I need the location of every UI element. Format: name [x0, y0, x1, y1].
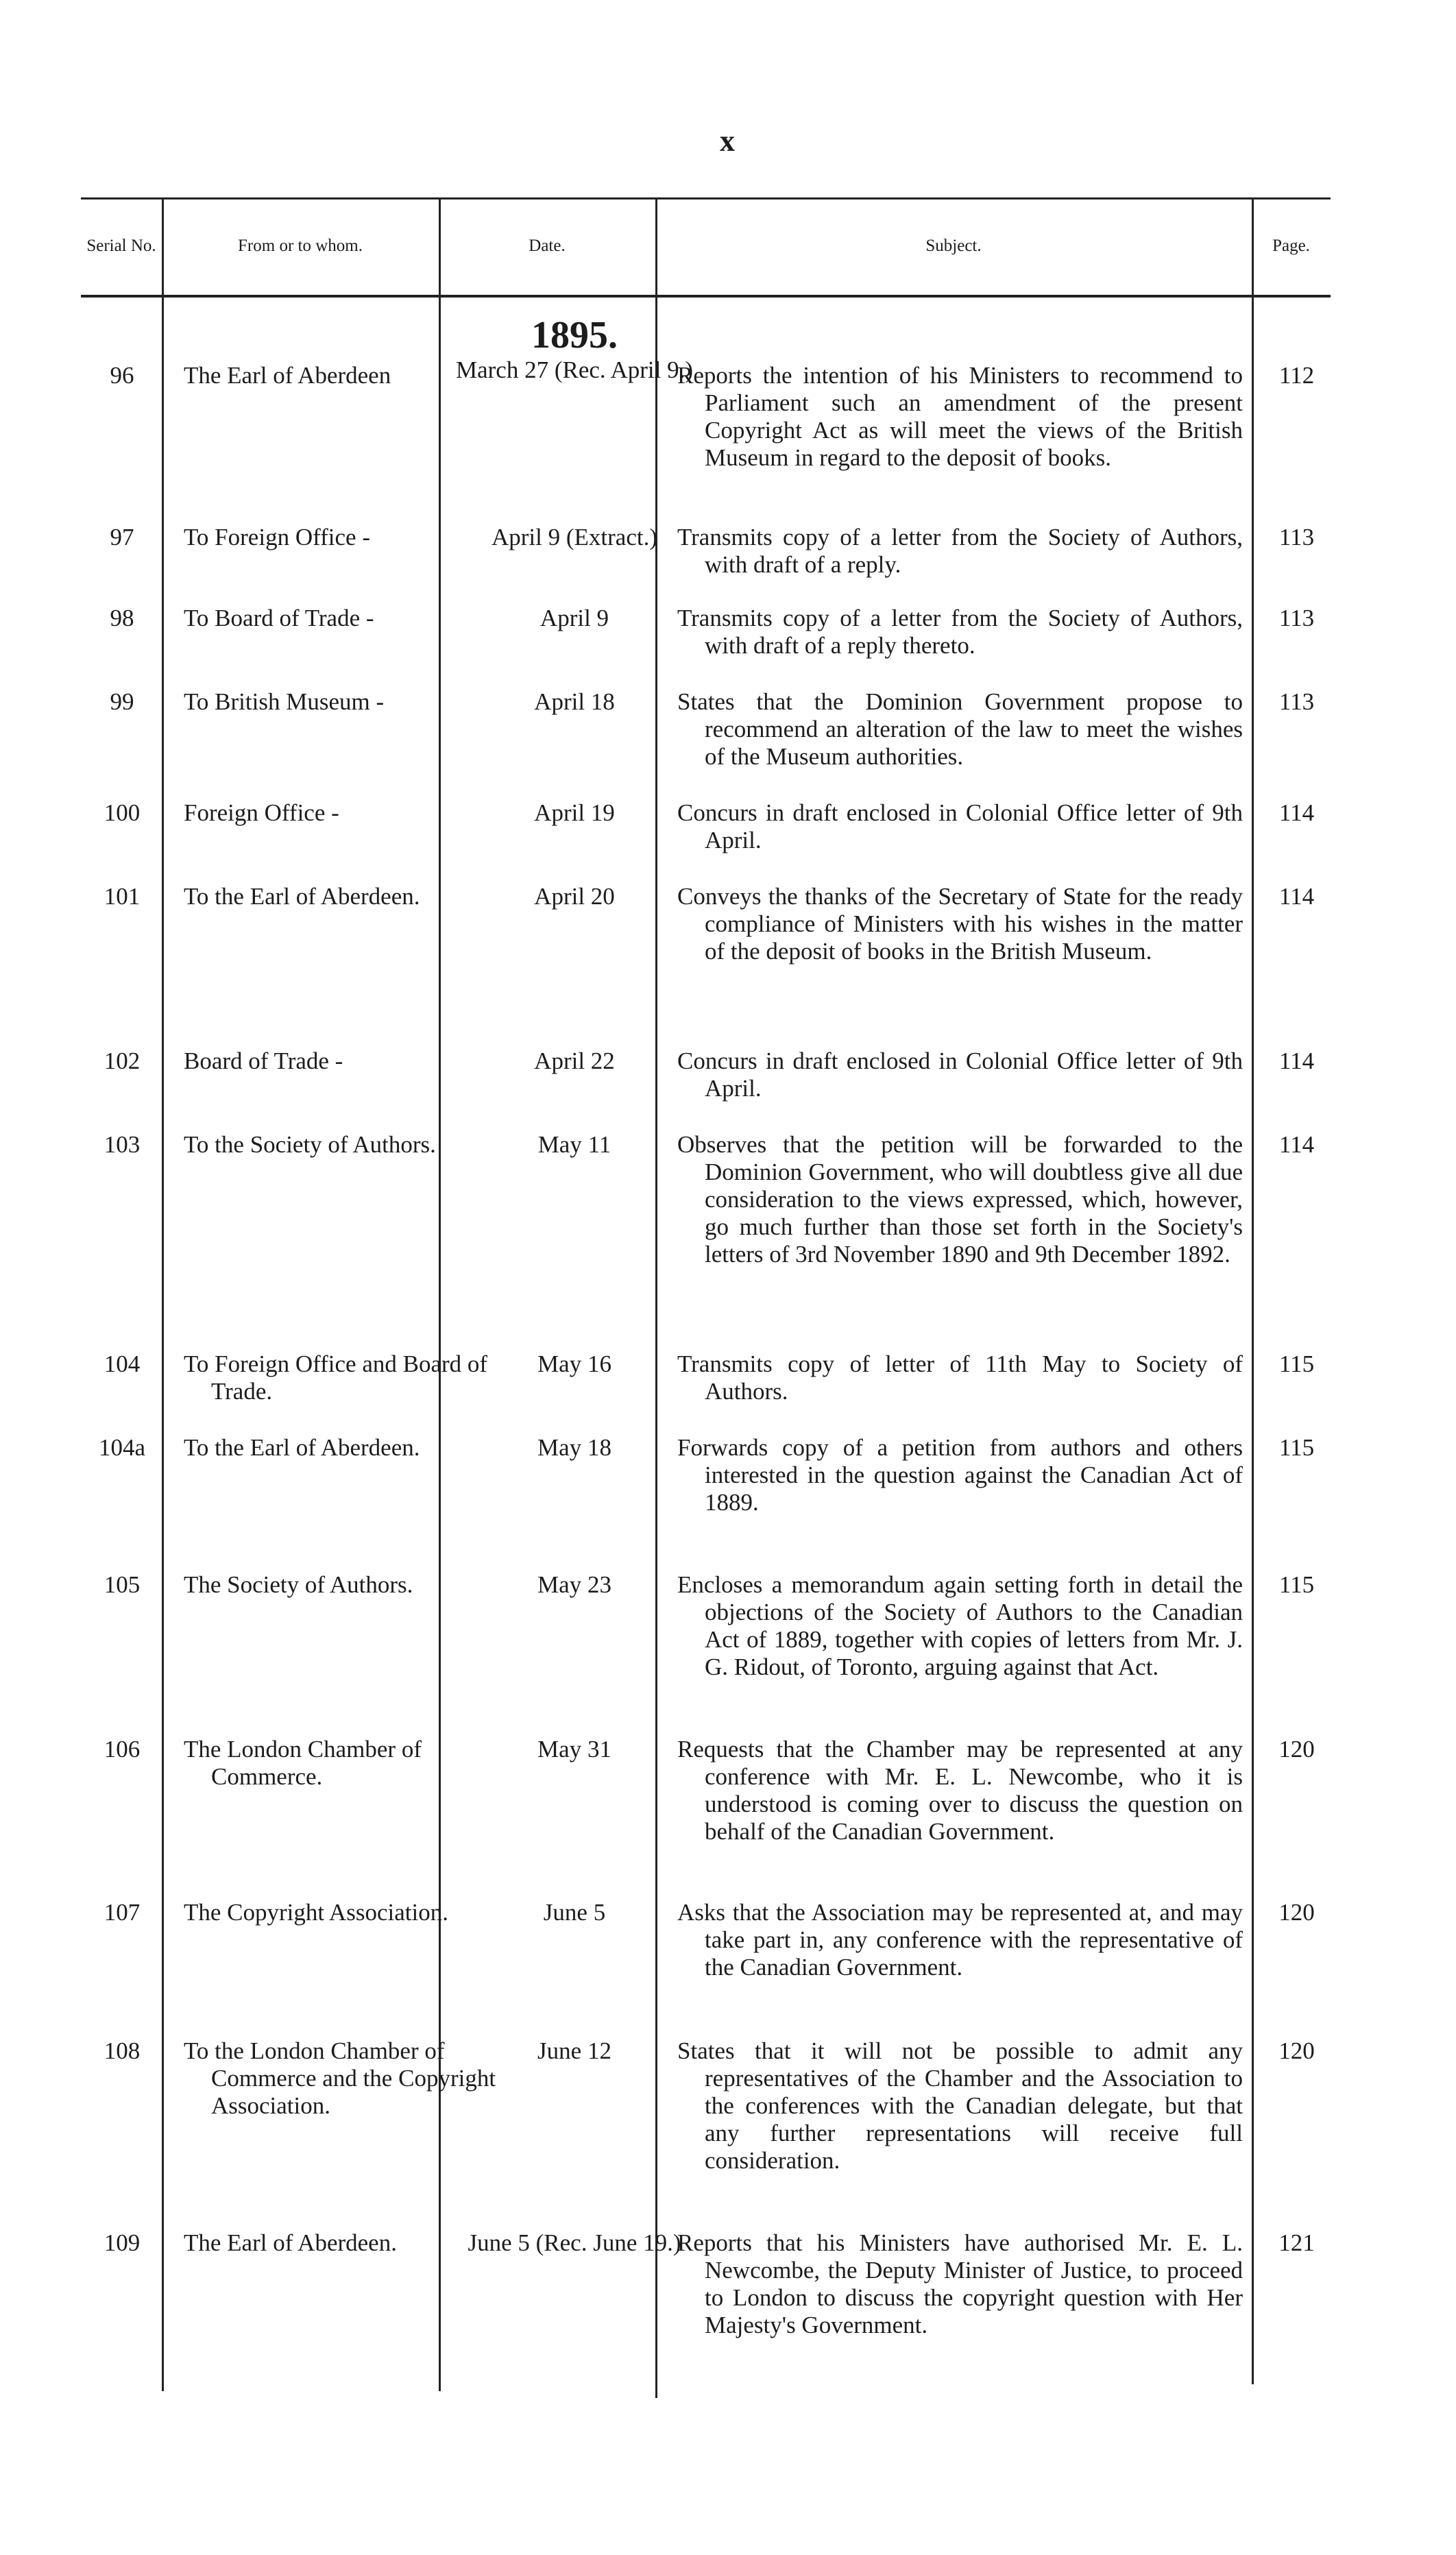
serial-number: 107 [104, 1899, 141, 1926]
correspondence-table [81, 197, 1331, 2398]
serial-number: 100 [104, 799, 141, 826]
date: June 5 [543, 1899, 606, 1926]
from-to-whom: The Society of Authors. [184, 1571, 413, 1598]
date: April 20 [534, 883, 615, 910]
date: April 9 (Extract.) [492, 524, 657, 550]
from-to-whom: To the Society of Authors. [184, 1131, 436, 1158]
serial-number: 96 [110, 362, 134, 389]
subject: Asks that the Association may be represented at, and may take part in, any conference with the representative of the Canadian Government. [677, 1899, 1243, 1981]
subject: States that the Dominion Government propose to recommend an alteration of the law to meet the wishes of the Museum authorities. [677, 688, 1243, 770]
from-to-whom: To Foreign Office - [184, 524, 370, 550]
serial-number: 102 [104, 1048, 141, 1074]
serial-number: 103 [104, 1131, 141, 1158]
page-reference: 113 [1278, 688, 1315, 715]
header-rule [81, 295, 1331, 298]
subject: Concurs in draft enclosed in Colonial Office letter of 9th April. [677, 1048, 1243, 1102]
serial-number: 97 [110, 524, 134, 550]
subject: States that it will not be possible to admit any representatives of the Chamber and the Association to the conferences with the Canadian delegate, but that any further representations will receive full consideration. [677, 2037, 1243, 2174]
page-reference: 113 [1278, 605, 1315, 631]
subject: Requests that the Chamber may be represented at any conference with Mr. E. L. Newcombe, who it is understood is coming over to discuss the question on behalf of the Canadian Government. [677, 1736, 1243, 1845]
date: June 12 [537, 2037, 611, 2064]
header-page: Page. [1272, 237, 1310, 255]
from-to-whom: To Board of Trade - [184, 605, 374, 631]
date: April 22 [534, 1048, 615, 1074]
subject: Reports that his Ministers have authorised Mr. E. L. Newcombe, the Deputy Minister of Justice, to proceed to London to discuss the copyright question with Her Majesty's Government. [677, 2229, 1243, 2338]
page-reference: 114 [1278, 799, 1315, 826]
header-subject: Subject. [925, 237, 982, 255]
from-to-whom: To British Museum - [184, 688, 385, 715]
date: June 5 (Rec. June 19.) [468, 2229, 681, 2256]
serial-number: 104a [98, 1434, 146, 1461]
header-serial: Serial No. [86, 237, 156, 255]
date: May 31 [537, 1736, 611, 1763]
subject: Forwards copy of a petition from authors and others interested in the question against the Canadian Act of 1889. [677, 1434, 1243, 1516]
subject: Transmits copy of a letter from the Society of Authors, with draft of a reply thereto. [677, 605, 1243, 659]
serial-number: 99 [110, 688, 134, 715]
header-from-to: From or to whom. [238, 237, 363, 255]
subject: Transmits copy of a letter from the Society of Authors, with draft of a reply. [677, 524, 1243, 578]
page-reference: 112 [1278, 362, 1315, 389]
from-to-whom: The London Chamber of Commerce. [184, 1736, 422, 1790]
date: April 9 [539, 605, 609, 631]
serial-number: 105 [104, 1571, 141, 1598]
page-reference: 120 [1278, 1899, 1315, 1926]
subject: Encloses a memorandum again setting forth in detail the objections of the Society of Authors to the Canadian Act of 1889, together with copies of letters from Mr. J. G. Ridout, of Toronto, arguing against that Act. [677, 1571, 1243, 1680]
serial-number: 108 [104, 2037, 141, 2064]
from-to-whom: To the Earl of Aberdeen. [184, 883, 420, 910]
from-to-whom: The Earl of Aberdeen. [184, 2229, 397, 2256]
subject: Reports the intention of his Ministers to recommend to Parliament such an amendment of the present Copyright Act as will meet the views of the British Museum in regard to the deposit of books. [677, 362, 1243, 471]
serial-number: 101 [104, 883, 141, 910]
page-reference: 120 [1278, 2037, 1315, 2064]
page-reference: 115 [1278, 1571, 1315, 1598]
year-heading: 1895. [531, 314, 618, 356]
page-reference: 120 [1278, 1736, 1315, 1763]
page-reference: 115 [1278, 1434, 1315, 1461]
from-to-whom: To the Earl of Aberdeen. [184, 1434, 420, 1461]
from-to-whom: To the London Chamber of Commerce and the Copyright Association. [184, 2037, 496, 2119]
page-reference: 113 [1278, 524, 1315, 550]
page-reference: 115 [1278, 1351, 1315, 1377]
date: May 16 [537, 1351, 611, 1377]
date: May 11 [537, 1131, 611, 1158]
date: April 18 [534, 688, 615, 715]
serial-number: 104 [104, 1351, 141, 1377]
serial-number: 106 [104, 1736, 141, 1763]
from-to-whom: Board of Trade - [184, 1048, 343, 1074]
page-number: x [720, 124, 736, 158]
from-to-whom: Foreign Office - [184, 799, 339, 826]
from-to-whom: To Foreign Office and Board of Trade. [184, 1351, 488, 1405]
date-text: March 27 (Rec. April 9.) [455, 356, 694, 383]
subject: Concurs in draft enclosed in Colonial Office letter of 9th April. [677, 799, 1243, 853]
page-reference: 121 [1278, 2229, 1315, 2256]
page-reference: 114 [1278, 883, 1315, 910]
from-to-whom: The Earl of Aberdeen [184, 362, 391, 389]
subject: Transmits copy of letter of 11th May to Society of Authors. [677, 1351, 1243, 1405]
date: April 19 [534, 799, 615, 826]
subject: Conveys the thanks of the Secretary of State for the ready compliance of Ministers with his wishes in the matter of the deposit of books in the British Museum. [677, 883, 1243, 965]
from-to-whom: The Copyright Association. [184, 1899, 448, 1926]
header-date: Date. [529, 237, 566, 255]
column-divider [1252, 197, 1254, 2384]
serial-number: 109 [104, 2229, 141, 2256]
date: May 18 [537, 1434, 611, 1461]
serial-number: 98 [110, 605, 134, 631]
date: May 23 [537, 1571, 611, 1598]
date [437, 314, 712, 384]
page-reference: 114 [1278, 1131, 1315, 1158]
subject: Observes that the petition will be forwarded to the Dominion Government, who will doubtless give all due consideration to the views expressed, which, however, go much further than those set forth in the Society's letters of 3rd November 1890 and 9th December 1892. [677, 1131, 1243, 1268]
page-reference: 114 [1278, 1048, 1315, 1074]
